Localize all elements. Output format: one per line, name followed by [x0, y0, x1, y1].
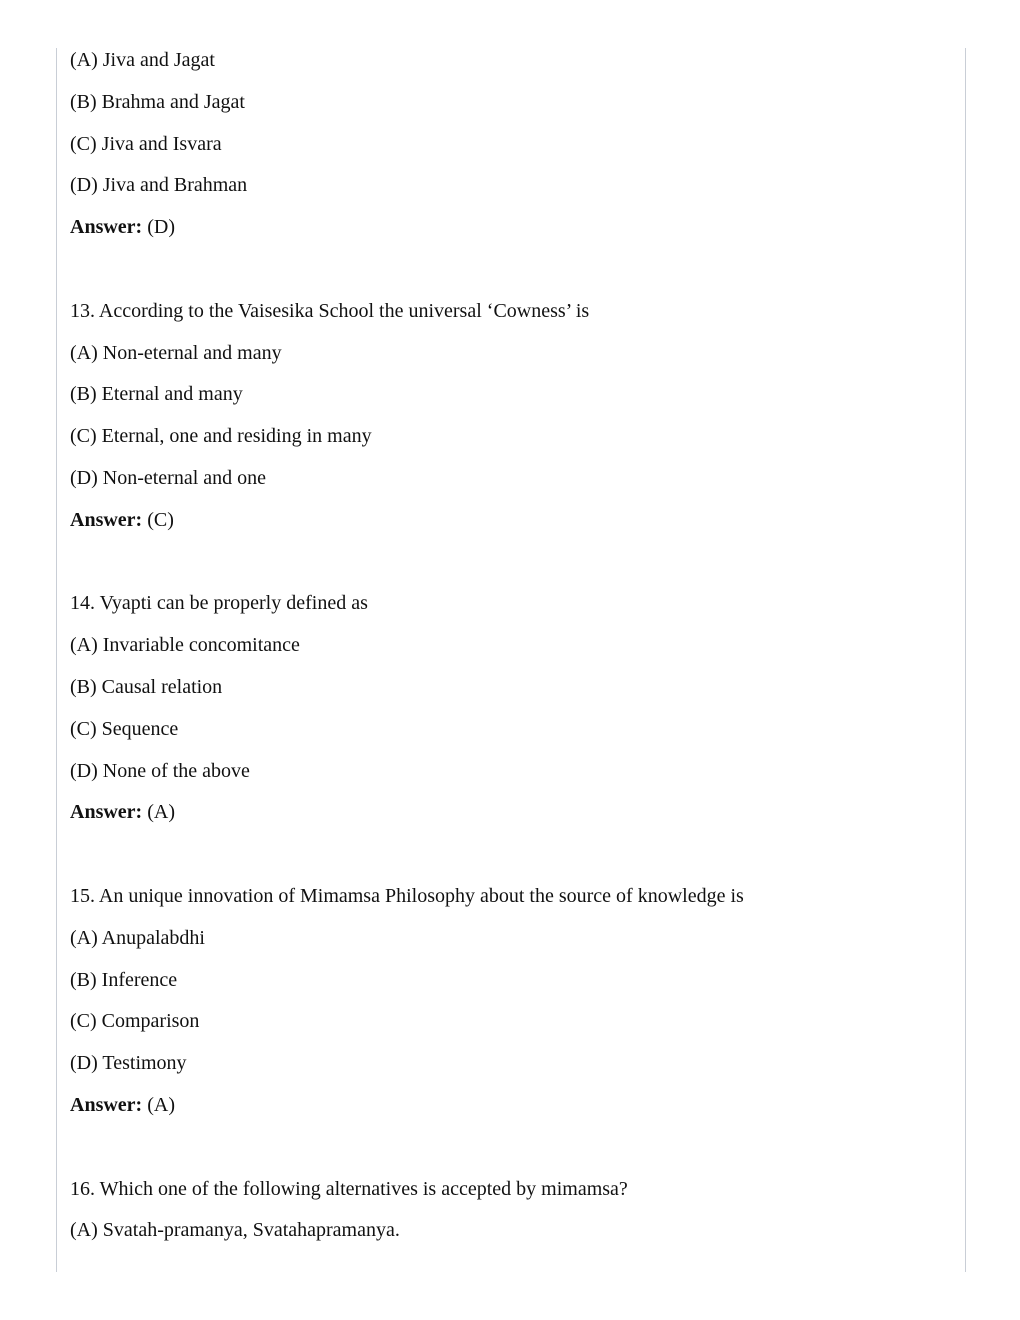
- answer-label: Answer:: [70, 508, 143, 531]
- option-c: (C) Jiva and Isvara: [70, 132, 222, 155]
- option-d: (D) Jiva and Brahman: [70, 174, 248, 197]
- option-b: (B) Brahma and Jagat: [70, 90, 245, 113]
- question-block-14: [70, 589, 950, 827]
- answer-value: (A): [147, 801, 175, 824]
- answer-line: [70, 213, 950, 242]
- option-b: (B) Causal relation: [70, 675, 223, 698]
- left-margin-rule: [56, 48, 57, 1272]
- option-a: (A) Invariable concomitance: [70, 634, 300, 657]
- question-text: 13. According to the Vaisesika School the universal ‘Cowness’ is: [70, 299, 590, 322]
- option-c: (C) Comparison: [70, 1010, 200, 1033]
- option-a: (A) Svatah-pramanya, Svatahapramanya.: [70, 1219, 400, 1242]
- option-a: (A) Non-eternal and many: [70, 341, 282, 364]
- option-a: (A) Jiva and Jagat: [70, 49, 215, 71]
- answer-value: (C): [147, 508, 174, 531]
- answer-label: Answer:: [70, 1093, 143, 1116]
- option-a: (A) Anupalabdhi: [70, 926, 205, 949]
- question-text: 14. Vyapti can be properly defined as: [70, 592, 368, 615]
- question-block-16: [70, 1175, 950, 1246]
- spacer: [70, 840, 950, 882]
- answer-line: [70, 798, 950, 827]
- question-text: 16. Which one of the following alternatives is accepted by mimamsa?: [70, 1177, 628, 1200]
- question-text: 15. An unique innovation of Mimamsa Philosophy about the source of knowledge is: [70, 884, 744, 907]
- option-d: (D) None of the above: [70, 759, 250, 782]
- answer-line: [70, 506, 950, 535]
- spacer: [70, 548, 950, 590]
- answer-value: (A): [147, 1093, 175, 1116]
- question-block-12: [70, 46, 950, 242]
- right-margin-rule: [965, 48, 966, 1272]
- option-d: (D) Non-eternal and one: [70, 466, 267, 489]
- answer-label: Answer:: [70, 216, 143, 239]
- option-c: (C) Eternal, one and residing in many: [70, 425, 372, 448]
- question-block-13: [70, 297, 950, 535]
- option-b: (B) Inference: [70, 968, 178, 991]
- question-block-15: [70, 882, 950, 1120]
- document-page: [70, 46, 950, 1258]
- answer-line: [70, 1091, 950, 1120]
- option-c: (C) Sequence: [70, 717, 179, 740]
- option-d: (D) Testimony: [70, 1052, 187, 1075]
- answer-value: (D): [147, 216, 175, 239]
- answer-label: Answer:: [70, 801, 143, 824]
- spacer: [70, 255, 950, 297]
- option-b: (B) Eternal and many: [70, 383, 243, 406]
- spacer: [70, 1133, 950, 1175]
